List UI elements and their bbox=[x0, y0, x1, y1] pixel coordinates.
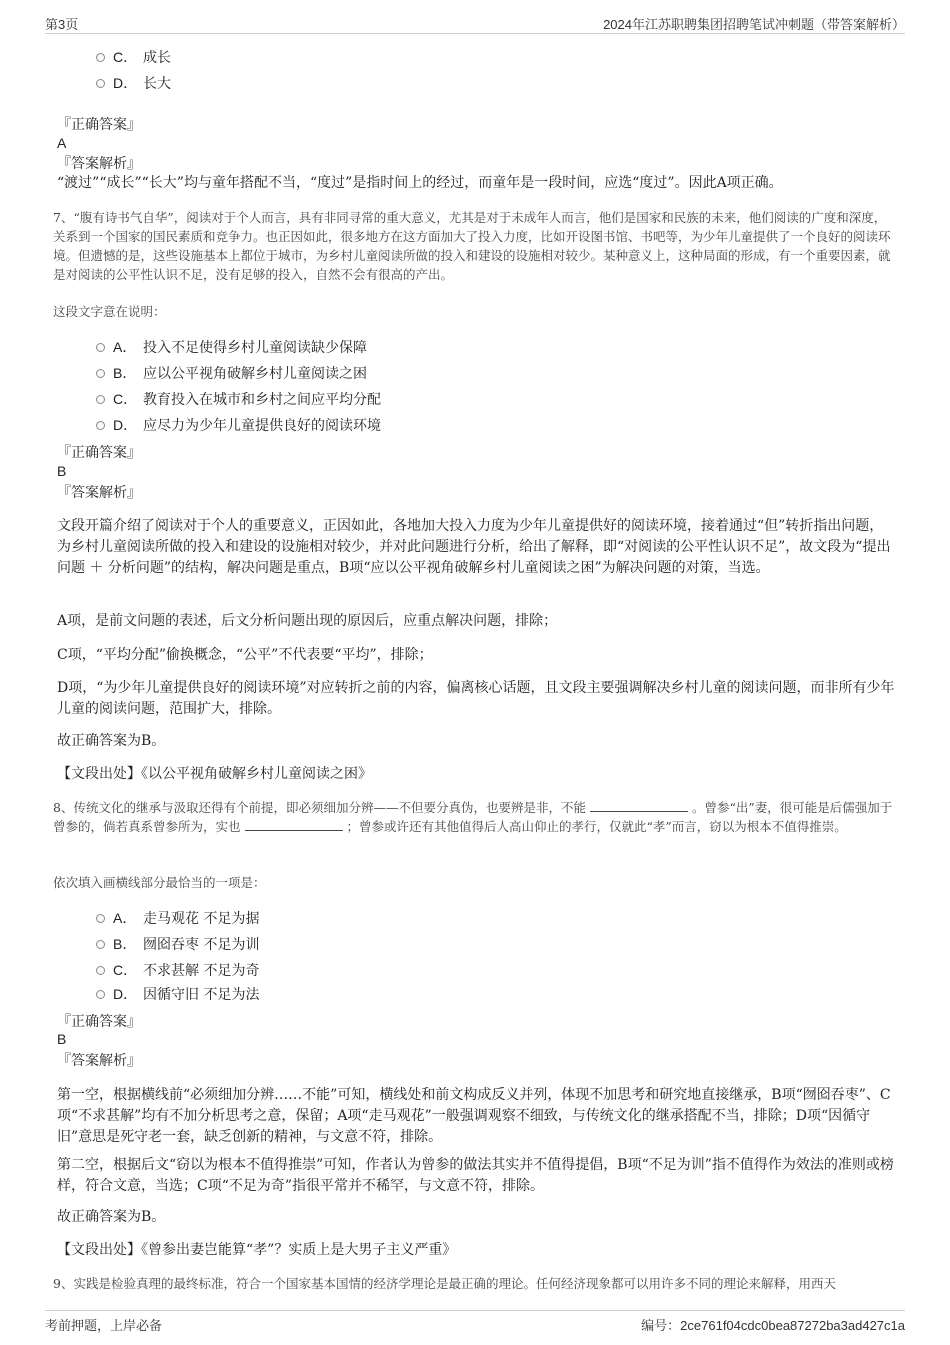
radio-icon[interactable] bbox=[96, 79, 105, 88]
q7-option-b[interactable]: B． 应以公平视角破解乡村儿童阅读之困 bbox=[96, 363, 367, 383]
q8-analysis-label: 『答案解析』 bbox=[57, 1053, 141, 1069]
q6-option-c[interactable]: C． 成长 bbox=[96, 47, 171, 67]
radio-icon[interactable] bbox=[96, 53, 105, 62]
q7-option-d[interactable]: D． 应尽力为少年儿童提供良好的阅读环境 bbox=[96, 415, 381, 435]
q8-analysis-para: 第一空，根据横线前“必须细加分辨……不能”可知，横线处和前文构成反义并列，体现不加思考和研究地直接继承，B项“囫囵吞枣”、C项“不求甚解”均有不加分析思考之意，保留；A项“走马观花”一般强调观察不细致，与传统文化的继承搭配不当，排除；D项“因循守旧”意思是死守老一套，缺乏创新的精神，与文意不符，排除。 bbox=[57, 1087, 891, 1145]
radio-icon[interactable] bbox=[96, 914, 105, 923]
q8-analysis-para: 第二空，根据后文“窃以为根本不值得推崇”可知，作者认为曾参的做法其实并不值得提倡，B项“不足为训”指不值得作为效法的准则或榜样，符合文意，当选；C项“不足为奇”指很平常并不稀罕，与文意不符，排除。 bbox=[57, 1157, 894, 1194]
q7-analysis-para: 故正确答案为B。 bbox=[57, 733, 166, 749]
q8-option-c[interactable]: C． 不求甚解 不足为奇 bbox=[96, 960, 259, 980]
q7-analysis-para: A项，是前文问题的表述，后文分析问题出现的原因后，应重点解决问题，排除； bbox=[57, 613, 558, 629]
q7-source: 【文段出处】《以公平视角破解乡村儿童阅读之困》 bbox=[57, 766, 372, 782]
q6-answer-label: 『正确答案』 bbox=[57, 117, 141, 133]
q7-option-c[interactable]: C． 教育投入在城市和乡村之间应平均分配 bbox=[96, 389, 381, 409]
q6-analysis: “渡过”“成长”“长大”均与童年搭配不当，“度过”是指时间上的经过，而童年是一段时间，应选“度过”。因此A项正确。 bbox=[57, 175, 783, 191]
radio-icon[interactable] bbox=[96, 421, 105, 430]
q7-stem: 7、“腹有诗书气自华”，阅读对于个人而言，具有非同寻常的重大意义，尤其是对于未成年人而言，他们是国家和民族的未来，他们阅读的广度和深度，关系到一个国家的国民素质和竞争力。也正因如此，很多地方在这方面加大了投入力度，比如开设图书馆、书吧等，为少年儿童提供了一个良好的阅读环境。但遗憾的是，这些设施基本上都位于城市，为乡村儿童阅读所做的投入和建设的设施相对较少。某种意义上，这种局面的形成，有一个重要因素，就是对阅读的公平性认识不足，没有足够的投入，自然不会有很高的产出。 bbox=[53, 210, 891, 282]
q8-option-d[interactable]: D． 因循守旧 不足为法 bbox=[96, 984, 259, 1004]
blank-line bbox=[245, 819, 343, 831]
document-code: 编号：2ce761f04cdc0bea87272ba3ad427c1a bbox=[641, 1318, 905, 1333]
page-number: 第3页 bbox=[45, 17, 79, 32]
radio-icon[interactable] bbox=[96, 990, 105, 999]
radio-icon[interactable] bbox=[96, 395, 105, 404]
radio-icon[interactable] bbox=[96, 343, 105, 352]
q7-analysis-para: 文段开篇介绍了阅读对于个人的重要意义，正因如此，各地加大投入力度为少年儿童提供好的阅读环境，接着通过“但”转折指出问题，为乡村儿童阅读所做的投入和建设的设施相对较少，并对此问题进行分析，给出了解释，即“对阅读的公平性认识不足”，故文段为“提出问题 ＋ 分析问题”的结构，解决问题是重点，B项“应以公平视角破解乡村儿童阅读之困”为解决问题的对策，当选。 bbox=[57, 518, 891, 576]
q8-answer-label: 『正确答案』 bbox=[57, 1014, 141, 1030]
document-title: 2024年江苏职聘集团招聘笔试冲刺题（带答案解析） bbox=[603, 17, 905, 32]
q8-ask: 依次填入画横线部分最恰当的一项是： bbox=[53, 875, 266, 890]
q7-analysis-para: C项，“平均分配”偷换概念，“公平”不代表要“平均”，排除； bbox=[57, 647, 433, 663]
q6-analysis-label: 『答案解析』 bbox=[57, 156, 141, 172]
q7-analysis-para: D项，“为少年儿童提供良好的阅读环境”对应转折之前的内容，偏离核心话题，且文段主要强调解决乡村儿童的阅读问题，而非所有少年儿童的阅读问题，范围扩大，排除。 bbox=[57, 680, 895, 717]
q7-ask: 这段文字意在说明： bbox=[53, 304, 166, 319]
q8-analysis-para: 故正确答案为B。 bbox=[57, 1209, 166, 1225]
q8-option-b[interactable]: B． 囫囵吞枣 不足为训 bbox=[96, 934, 259, 954]
q6-option-d[interactable]: D． 长大 bbox=[96, 73, 171, 93]
q8-option-a[interactable]: A． 走马观花 不足为据 bbox=[96, 908, 259, 928]
page-header bbox=[45, 10, 905, 34]
q7-option-a[interactable]: A． 投入不足使得乡村儿童阅读缺少保障 bbox=[96, 337, 367, 357]
footer-slogan: 考前押题，上岸必备 bbox=[45, 1318, 163, 1333]
page-footer bbox=[45, 1310, 905, 1334]
q7-answer-label: 『正确答案』 bbox=[57, 445, 141, 461]
q7-answer: B bbox=[57, 463, 67, 479]
q8-source: 【文段出处】《曾参出妻岂能算“孝”？实质上是大男子主义严重》 bbox=[57, 1242, 457, 1258]
q8-answer: B bbox=[57, 1031, 67, 1047]
q8-stem: 8、传统文化的继承与汲取还得有个前提，即必须细加分辨——不但要分真伪，也要辨是非，不能 。曾参“出”妻，很可能是后儒强加于曾参的，倘若真系曾参所为，实也 ；曾参或许还有其他值得后人高山仰止的孝行，仅就此“孝”而言，窃以为根本不值得推崇。 bbox=[53, 800, 893, 834]
radio-icon[interactable] bbox=[96, 940, 105, 949]
q7-analysis-label: 『答案解析』 bbox=[57, 485, 141, 501]
radio-icon[interactable] bbox=[96, 369, 105, 378]
q6-answer: A bbox=[57, 135, 67, 151]
q9-stem: 9、实践是检验真理的最终标准，符合一个国家基本国情的经济学理论是最正确的理论。任何经济现象都可以用许多不同的理论来解释，用西天 bbox=[53, 1276, 836, 1291]
blank-line bbox=[590, 800, 688, 812]
radio-icon[interactable] bbox=[96, 966, 105, 975]
